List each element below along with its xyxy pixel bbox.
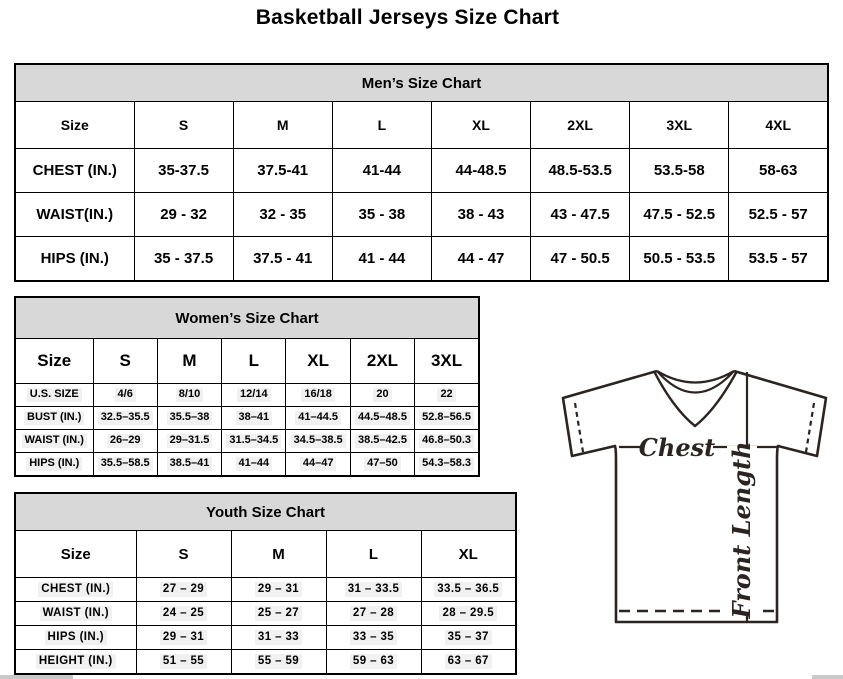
column-header: 3XL (630, 102, 729, 149)
table-title-row (15, 64, 828, 102)
table-cell (231, 626, 326, 650)
cell-text: 12/14 (237, 388, 271, 402)
table-cell (421, 626, 516, 650)
column-header: S (93, 339, 157, 384)
cell-text: 44.5–48.5 (355, 411, 410, 425)
cell-text: 24 – 25 (160, 606, 207, 620)
cell-text: 34.5–38.5 (291, 434, 346, 448)
cell-text: 52.8–56.5 (419, 411, 474, 425)
table-title-row (15, 297, 479, 339)
table-cell: 29 - 32 (134, 193, 233, 237)
table-row (15, 149, 828, 193)
table-cell: 53.5-58 (630, 149, 729, 193)
table-row (15, 384, 479, 407)
table-cell (231, 650, 326, 675)
cell-text: 27 – 29 (160, 582, 207, 596)
table-cell (350, 384, 414, 407)
column-header: 2XL (350, 339, 414, 384)
table-cell (136, 602, 231, 626)
table-cell: 44 - 47 (431, 237, 530, 282)
cell-text: 8/10 (176, 388, 203, 402)
row-label (15, 453, 93, 477)
column-header: 3XL (415, 339, 479, 384)
table-cell (415, 407, 479, 430)
row-label-text: HIPS (IN.) (26, 457, 82, 471)
cell-text: 55 – 59 (255, 654, 302, 668)
cell-text: 16/18 (301, 388, 335, 402)
column-header: S (136, 531, 231, 578)
table-cell (286, 384, 350, 407)
row-label-text: CHEST (IN.) (38, 582, 113, 596)
size-header-cell: Size (15, 339, 93, 384)
youth-chart-title: Youth Size Chart (15, 493, 516, 531)
table-cell: 58-63 (729, 149, 828, 193)
front-length-label: Front Length (727, 441, 756, 619)
cell-text: 46.8–50.3 (419, 434, 474, 448)
row-label-text: WAIST (IN.) (40, 606, 112, 620)
table-cell (222, 407, 286, 430)
row-label (15, 384, 93, 407)
table-cell (326, 578, 421, 602)
column-header: M (233, 102, 332, 149)
table-cell: 47 - 50.5 (531, 237, 630, 282)
table-cell (93, 430, 157, 453)
cell-text: 41–44 (236, 457, 273, 471)
table-row (15, 453, 479, 477)
table-row (15, 602, 516, 626)
table-cell (350, 453, 414, 477)
page-title: Basketball Jerseys Size Chart (255, 6, 560, 29)
table-cell (286, 453, 350, 477)
table-cell: 48.5-53.5 (531, 149, 630, 193)
size-header-cell: Size (15, 102, 134, 149)
table-cell: 37.5-41 (233, 149, 332, 193)
cell-text: 35 – 37 (445, 630, 492, 644)
table-cell: 43 - 47.5 (531, 193, 630, 237)
column-header: 2XL (531, 102, 630, 149)
table-row (15, 578, 516, 602)
table-cell: 38 - 43 (431, 193, 530, 237)
cell-text: 25 – 27 (255, 606, 302, 620)
row-label: HIPS (IN.) (15, 237, 134, 282)
table-cell (157, 430, 221, 453)
column-header: XL (286, 339, 350, 384)
table-cell: 32 - 35 (233, 193, 332, 237)
cell-text: 31 – 33.5 (345, 582, 403, 596)
womens-size-chart-table (14, 296, 480, 477)
table-cell (326, 602, 421, 626)
mens-chart-title: Men’s Size Chart (15, 64, 828, 102)
cell-text: 51 – 55 (160, 654, 207, 668)
row-label (15, 578, 136, 602)
table-cell (93, 453, 157, 477)
table-cell (326, 626, 421, 650)
row-label (15, 626, 136, 650)
table-cell (286, 430, 350, 453)
cell-text: 38–41 (236, 411, 273, 425)
cell-text: 29 – 31 (255, 582, 302, 596)
cell-text: 22 (437, 388, 455, 402)
column-header: L (326, 531, 421, 578)
table-cell: 35-37.5 (134, 149, 233, 193)
table-cell (421, 602, 516, 626)
column-header: M (231, 531, 326, 578)
cell-text: 32.5–35.5 (98, 411, 153, 425)
cell-text: 29–31.5 (167, 434, 213, 448)
table-cell (415, 453, 479, 477)
cell-text: 31 – 33 (255, 630, 302, 644)
row-label-text: HEIGHT (IN.) (36, 654, 116, 668)
table-cell: 50.5 - 53.5 (630, 237, 729, 282)
cell-text: 33.5 – 36.5 (434, 582, 502, 596)
column-header: 4XL (729, 102, 828, 149)
table-cell: 37.5 - 41 (233, 237, 332, 282)
row-label: CHEST (IN.) (15, 149, 134, 193)
table-cell (157, 453, 221, 477)
table-cell: 41 - 44 (332, 237, 431, 282)
row-label (15, 602, 136, 626)
cell-text: 20 (373, 388, 391, 402)
cell-text: 47–50 (364, 457, 401, 471)
row-label-text: WAIST (IN.) (22, 434, 87, 448)
column-header: L (222, 339, 286, 384)
size-header-cell: Size (15, 531, 136, 578)
table-row (15, 193, 828, 237)
column-header-row (15, 339, 479, 384)
table-cell (231, 578, 326, 602)
cell-text: 54.3–58.3 (419, 457, 474, 471)
cell-text: 33 – 35 (350, 630, 397, 644)
cell-text: 31.5–34.5 (226, 434, 281, 448)
table-cell: 53.5 - 57 (729, 237, 828, 282)
cell-text: 27 – 28 (350, 606, 397, 620)
table-cell (93, 407, 157, 430)
column-header: XL (421, 531, 516, 578)
cell-text: 29 – 31 (160, 630, 207, 644)
bottom-right-artifact (812, 675, 843, 679)
table-cell (93, 384, 157, 407)
table-cell (222, 384, 286, 407)
chest-label: Chest (638, 433, 716, 462)
table-cell (421, 650, 516, 675)
table-cell (421, 578, 516, 602)
cell-text: 35.5–38 (167, 411, 213, 425)
row-label: WAIST(IN.) (15, 193, 134, 237)
cell-text: 28 – 29.5 (439, 606, 497, 620)
table-cell (222, 430, 286, 453)
youth-size-chart-table (14, 492, 517, 675)
table-row (15, 237, 828, 282)
table-cell (350, 407, 414, 430)
row-label (15, 650, 136, 675)
cell-text: 63 – 67 (445, 654, 492, 668)
table-cell (415, 430, 479, 453)
row-label-text: U.S. SIZE (27, 388, 82, 402)
column-header: S (134, 102, 233, 149)
column-header-row (15, 531, 516, 578)
cell-text: 44–47 (300, 457, 337, 471)
table-title-row (15, 493, 516, 531)
row-label (15, 430, 93, 453)
column-header: XL (431, 102, 530, 149)
table-cell: 52.5 - 57 (729, 193, 828, 237)
table-cell: 47.5 - 52.5 (630, 193, 729, 237)
table-row (15, 626, 516, 650)
table-cell (286, 407, 350, 430)
table-cell (326, 650, 421, 675)
bottom-left-artifact (0, 675, 73, 679)
table-row (15, 430, 479, 453)
table-cell (231, 602, 326, 626)
column-header: L (332, 102, 431, 149)
table-cell (415, 384, 479, 407)
table-cell (136, 650, 231, 675)
cell-text: 41–44.5 (295, 411, 341, 425)
cell-text: 59 – 63 (350, 654, 397, 668)
cell-text: 38.5–42.5 (355, 434, 410, 448)
table-cell (222, 453, 286, 477)
table-cell: 44-48.5 (431, 149, 530, 193)
table-row (15, 650, 516, 675)
table-cell: 41-44 (332, 149, 431, 193)
table-cell (350, 430, 414, 453)
jersey-outline (563, 371, 826, 622)
row-label-text: BUST (IN.) (24, 411, 84, 425)
table-cell: 35 - 38 (332, 193, 431, 237)
column-header: M (157, 339, 221, 384)
column-header-row (15, 102, 828, 149)
row-label (15, 407, 93, 430)
table-cell (157, 407, 221, 430)
row-label-text: HIPS (IN.) (45, 630, 107, 644)
table-cell: 35 - 37.5 (134, 237, 233, 282)
womens-chart-title: Women’s Size Chart (15, 297, 479, 339)
cell-text: 38.5–41 (167, 457, 213, 471)
jersey-measurement-diagram (561, 368, 828, 625)
table-cell (157, 384, 221, 407)
table-cell (136, 626, 231, 650)
cell-text: 26–29 (107, 434, 144, 448)
cell-text: 35.5–58.5 (98, 457, 153, 471)
cell-text: 4/6 (115, 388, 136, 402)
mens-size-chart-table (14, 63, 829, 282)
table-cell (136, 578, 231, 602)
table-row (15, 407, 479, 430)
